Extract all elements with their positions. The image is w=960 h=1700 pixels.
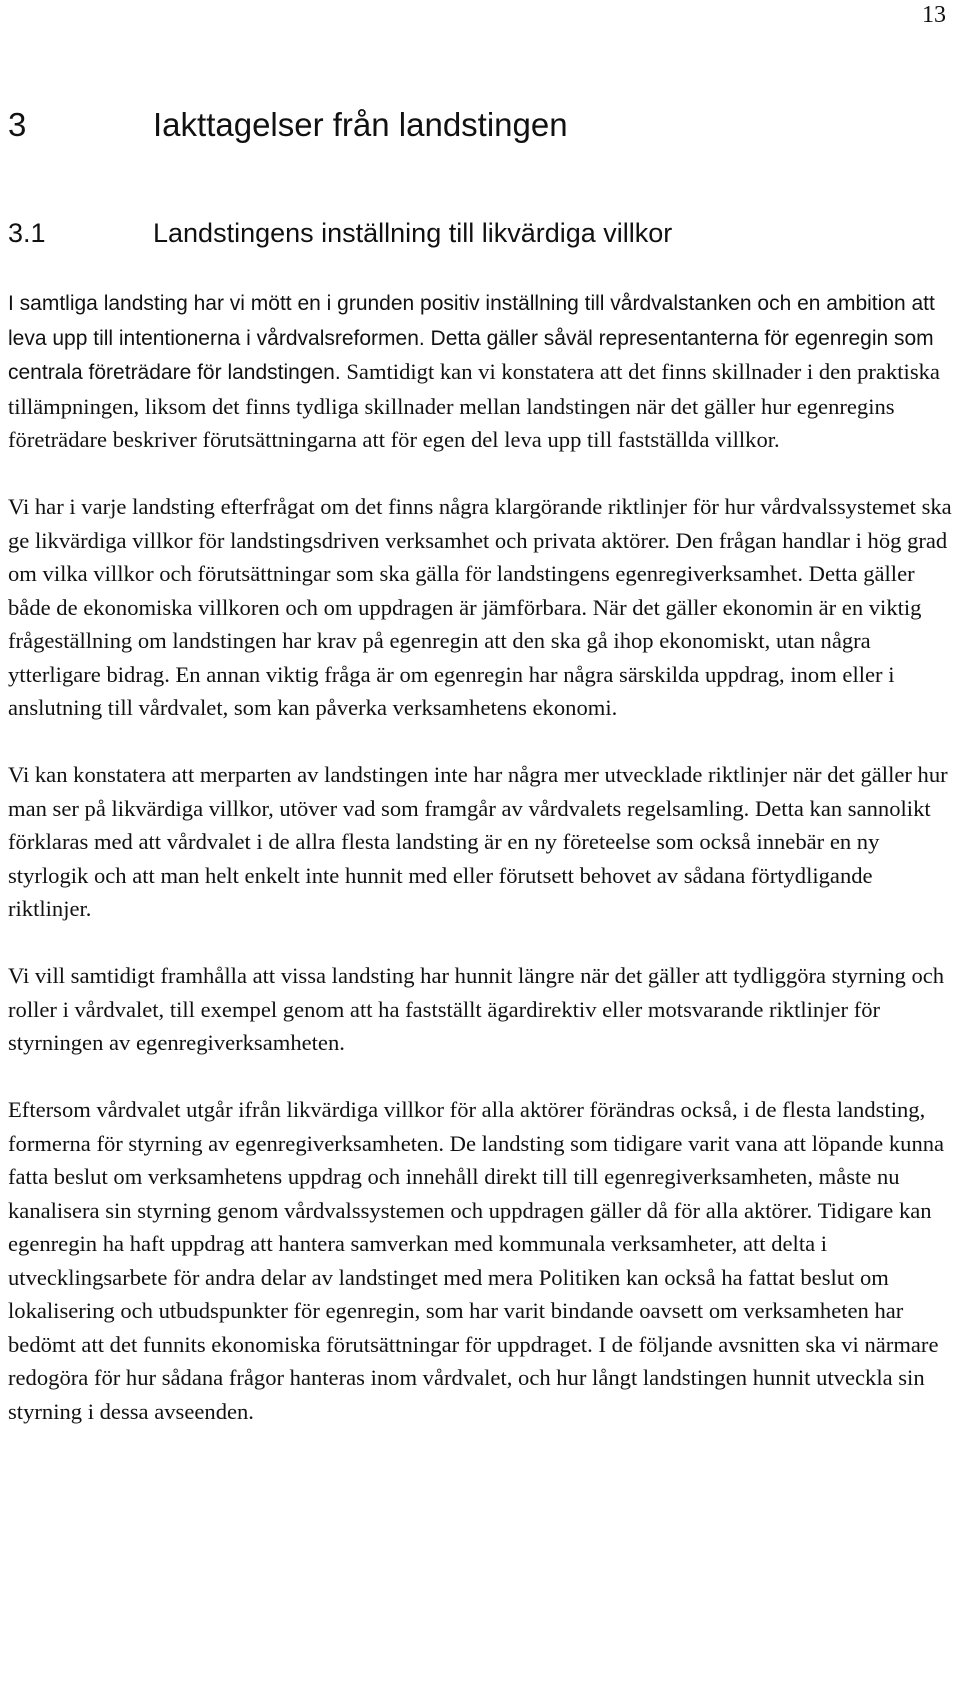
paragraph-1-intro: I samtliga landsting har vi mött en i grunden positiv inställning till vårdvalstanken och en ambition att leva upp till intentionerna i vårdvalsreformen. Detta gäller såväl representanterna för egenregin som centrala företrädare för landstingen. — [8, 292, 935, 384]
section-title: Landstingens inställning till likvärdiga villkor — [153, 218, 673, 248]
paragraph-4: Vi vill samtidigt framhålla att vissa landsting har hunnit längre när det gäller att tydliggöra styrning och roller i vårdvalet, till exempel genom att ha fastställt ägardirektiv eller motsvarande riktlinjer för styrningen av egenregiverksamheten. — [8, 963, 945, 1055]
paragraph-5: Eftersom vårdvalet utgår ifrån likvärdiga villkor för alla aktörer förändras också, i de flesta landsting, formerna för styrning av egenregiverksamheten. De landsting som tidigare varit vana att löpande kunna fatta beslut om verksamhetens uppdrag och innehåll direkt till till egenregiverksamheten, måste nu kanalisera sin styrning genom vårdvalssystemen och uppdragen gäller då för alla aktörer. Tidigare kan egenregin ha haft uppdrag att hantera samverkan med kommunala verksamheter, att delta i utvecklingsarbete för andra delar av landstinget med mera Politiken kan också ha fattat beslut om lokalisering och utbudspunkter för egenregin, som har varit bindande oavsett om verksamheten har bedömt att det funnits ekonomiska förutsättningar för uppdraget. I de följande avsnitten ska vi närmare redogöra för hur sådana frågor hanteras inom vårdvalet, och hur långt landstingen hunnit utveckla sin styrning i dessa avseenden. — [8, 1097, 945, 1424]
section-heading — [8, 218, 672, 249]
chapter-title: Iakttagelser från landstingen — [153, 106, 568, 143]
chapter-heading — [8, 106, 568, 144]
chapter-number: 3 — [8, 106, 27, 143]
paragraph-1-text: Samtidigt kan vi konstatera att det finns skillnader i den praktiska tillämpningen, liksom det finns tydliga skillnader mellan landstingen när det gäller hur egenregins företrädare beskriver förutsättningarna att för egen del leva upp till fastställda villkor. — [8, 359, 940, 452]
paragraph-2: Vi har i varje landsting efterfrågat om det finns några klargörande riktlinjer för hur vårdvalssystemet ska ge likvärdiga villkor för landstingsdriven verksamhet och privata aktörer. Den frågan handlar i hög grad om vilka villkor och förutsättningar som ska gälla för landstingens egenregiverksamhet. Detta gäller både de ekonomiska villkoren och om uppdragen är jämförbara. När det gäller ekonomin är en viktig frågeställning om landstingen har krav på egenregin att den ska gå ihop ekonomiskt, utan några ytterligare bidrag. En annan viktig fråga är om egenregin har några särskilda uppdrag, inom eller i anslutning till vårdvalet, som kan påverka verksamhetens ekonomi. — [8, 494, 952, 720]
paragraph-1 — [8, 286, 953, 457]
paragraph-3: Vi kan konstatera att merparten av landstingen inte har några mer utvecklade riktlinjer när det gäller hur man ser på likvärdiga villkor, utöver vad som framgår av vårdvalets regelsamling. Detta kan sannolikt förklaras med att vårdvalet i de allra flesta landsting är en ny företeelse som också innebär en ny styrlogik och att man helt enkelt inte hunnit med eller förutsett behovet av sådana förtydligande riktlinjer. — [8, 762, 948, 921]
page-number: 13 — [922, 2, 946, 28]
body-text — [8, 286, 953, 1462]
section-number: 3.1 — [8, 218, 46, 248]
